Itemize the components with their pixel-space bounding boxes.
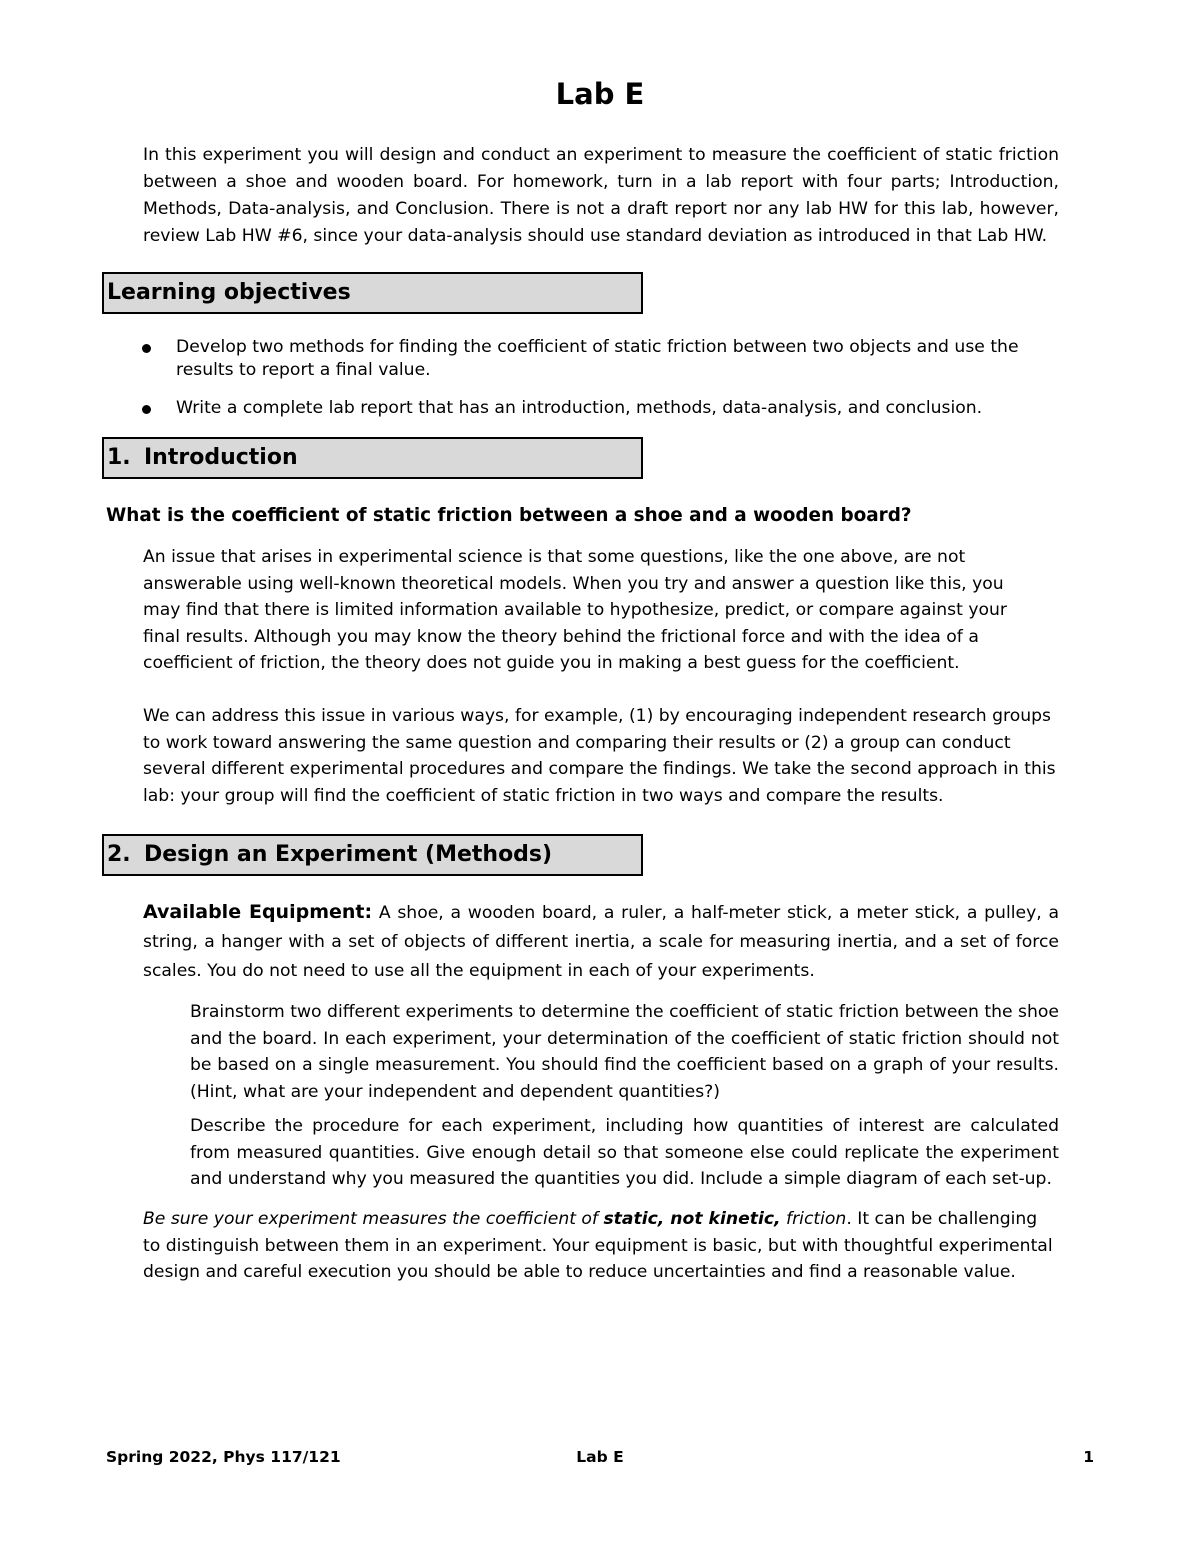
equipment-text: A shoe, a wooden board, a ruler, a half-meter stick, a meter stick, a pulley, a string, a hanger with a set of objects of different inertia, a scale for measuring inertia, and a set of force scales. You do not need to use all the equipment in each of your experiments.	[143, 903, 1059, 981]
closing-rest: . It can be challenging to distinguish between them in an experiment. Your equipment is basic, but with thoughtful experimental design and careful execution you should be able to reduce uncertainties and find a reasonable value.	[143, 1209, 1053, 1282]
instruction-paragraph: Describe the procedure for each experiment, including how quantities of interest are calculated from measured quantities. Give enough detail so that someone else could replicate the experiment and understand why you measured the quantities you did. Include a simple diagram of each set-up.	[190, 1116, 1059, 1189]
objective-text: Develop two methods for finding the coefficient of static friction between two objects and use the results to report a final value.	[176, 337, 1019, 380]
bullet-icon	[142, 344, 151, 353]
introduction-paragraph: We can address this issue in various ways, for example, (1) by encouraging independent research groups to work toward answering the same question and comparing their results or (2) a group can conduct several different experimental procedures and compare the findings. We take the second approach in this lab: your group will find the coefficient of static friction in two ways and compare the results.	[143, 706, 1056, 806]
objective-text: Write a complete lab report that has an introduction, methods, data-analysis, and conclusion.	[176, 398, 983, 418]
section-number: 1.	[107, 445, 131, 470]
closing-italic-suffix: friction	[780, 1209, 847, 1229]
section-number: 2.	[107, 842, 131, 867]
equipment-label: Available Equipment:	[143, 901, 373, 923]
footer-course: Spring 2022, Phys 117/121	[106, 1448, 341, 1466]
footer-lab-title: Lab E	[576, 1448, 624, 1466]
list-item	[140, 397, 1060, 420]
footer-page-number: 1	[1083, 1448, 1094, 1466]
learning-objectives-heading-text: Learning objectives	[107, 280, 351, 305]
closing-emphasis: static, not kinetic,	[603, 1209, 781, 1229]
closing-italic-prefix: Be sure your experiment measures the coefficient of	[143, 1209, 604, 1229]
page-title: Lab E	[555, 77, 645, 111]
introduction-paragraph: An issue that arises in experimental science is that some questions, like the one above, are not answerable using well-known theoretical models. When you try and answer a question like this, you may find that there is limited information available to hypothesize, predict, or compare against your final results. Although you may know the theory behind the frictional force and with the idea of a coefficient of friction, the theory does not guide you in making a best guess for the coefficient.	[143, 547, 1007, 673]
section-title: Design an Experiment (Methods)	[144, 842, 553, 867]
learning-objectives-list	[140, 336, 1060, 435]
methods-heading	[102, 834, 643, 876]
section-title: Introduction	[144, 445, 298, 470]
research-question: What is the coefficient of static friction between a shoe and a wooden board?	[106, 505, 912, 526]
available-equipment-paragraph	[143, 898, 1059, 986]
closing-paragraph	[143, 1206, 1059, 1286]
learning-objectives-heading	[102, 272, 643, 314]
introduction-heading	[102, 437, 643, 479]
intro-paragraph: In this experiment you will design and conduct an experiment to measure the coefficient of static friction between a shoe and wooden board. For homework, turn in a lab report with four parts; Introduction, Methods, Data-analysis, and Conclusion. There is not a draft report nor any lab HW for this lab, however, review Lab HW #6, since your data-analysis should use standard deviation as introduced in that Lab HW.	[143, 145, 1059, 246]
list-item	[140, 336, 1060, 382]
instruction-paragraph: Brainstorm two different experiments to determine the coefficient of static friction between the shoe and the board. In each experiment, your determination of the coefficient of static friction should not be based on a single measurement. You should find the coefficient based on a graph of your results. (Hint, what are your independent and dependent quantities?)	[190, 1002, 1059, 1102]
bullet-icon	[142, 405, 151, 414]
